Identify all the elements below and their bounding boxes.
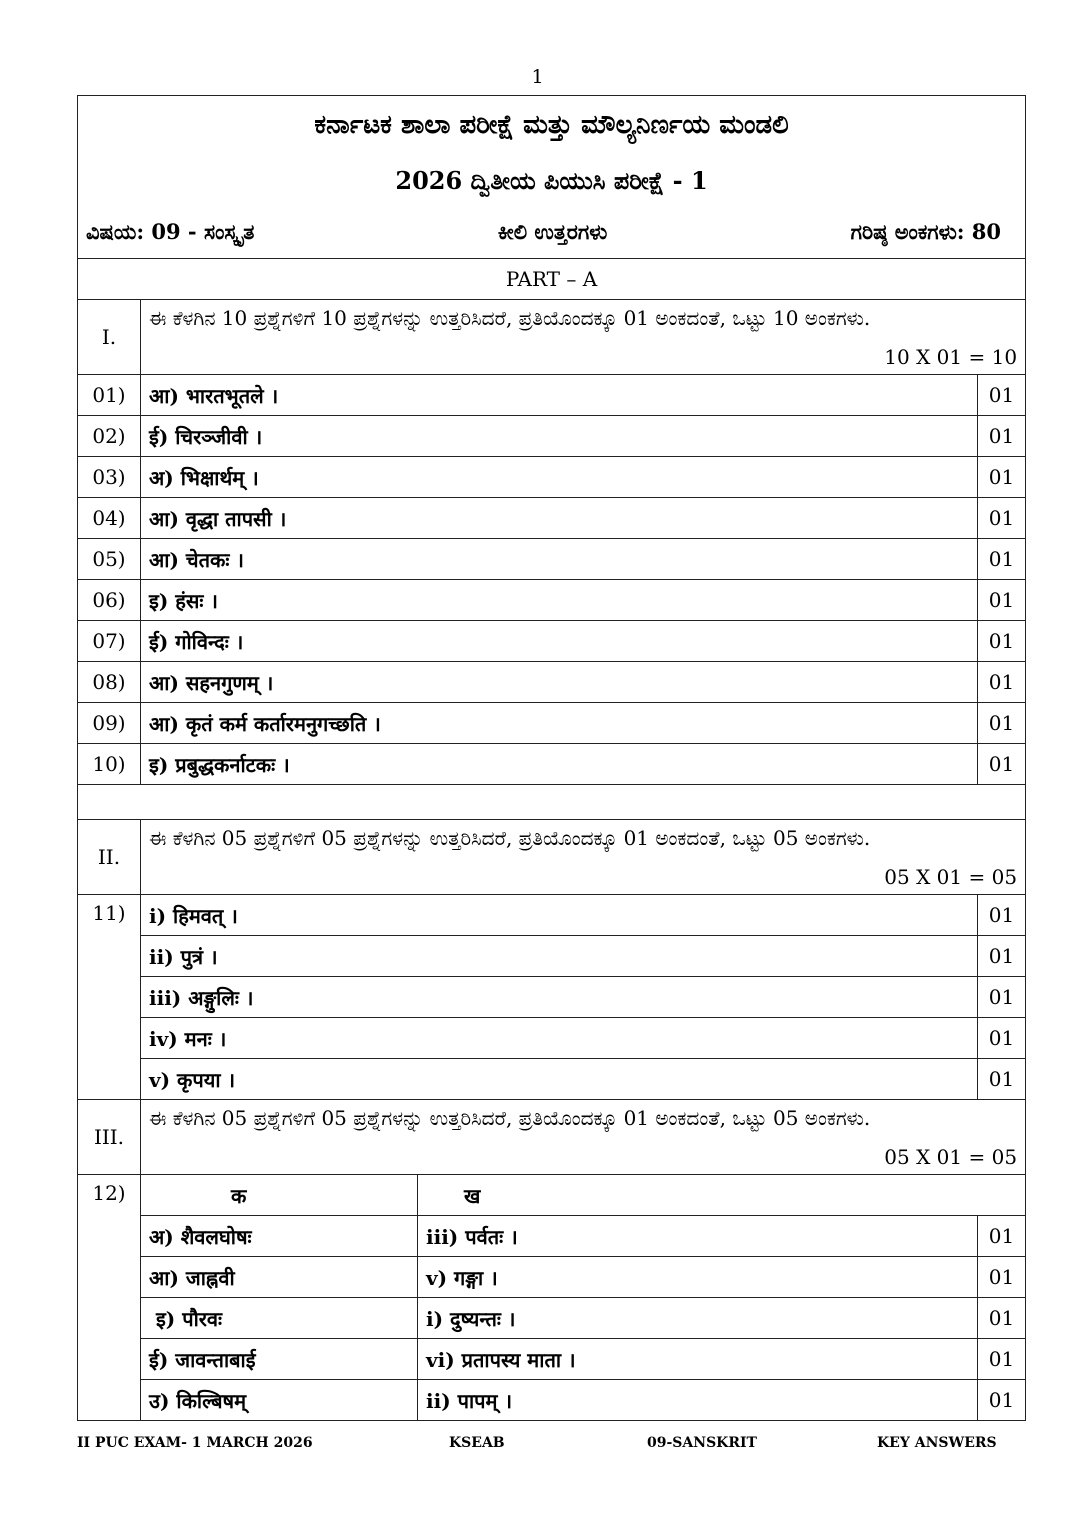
answer-text: आ) वृद्धा तापसी । bbox=[141, 498, 978, 539]
marks-value: 01 bbox=[978, 744, 1026, 785]
section-roman: I. bbox=[78, 300, 141, 375]
marks-value: 01 bbox=[978, 498, 1026, 539]
table-row bbox=[78, 1059, 1026, 1100]
match-a-item: उ) किल्बिषम् bbox=[141, 1380, 418, 1421]
table-row bbox=[78, 539, 1026, 580]
marks-value: 01 bbox=[978, 1059, 1026, 1100]
match-b-item: i) दुष्यन्तः । bbox=[418, 1298, 978, 1339]
footer-board: KSEAB bbox=[449, 1435, 505, 1451]
spacer-row bbox=[78, 785, 1026, 820]
answer-text: आ) चेतकः । bbox=[141, 539, 978, 580]
part-row bbox=[78, 259, 1026, 300]
section-instruction: ಈ ಕೆಳಗಿನ 05 ಪ್ರಶ್ನೆಗಳಿಗೆ 05 ಪ್ರಶ್ನೆಗಳನ್ನು ಉತ್ತರಿಸಿದರೆ, ಪ್ರತಿಯೊಂದಕ್ಕೂ 01 ಅಂಕದಂತೆ, ಒಟ್ಟು 05 ಅಂಕಗಳು. bbox=[141, 1100, 1026, 1141]
answer-text: आ) कृतं कर्म कर्तारमनुगच्छति । bbox=[141, 703, 978, 744]
question-number: 12) bbox=[78, 1175, 141, 1421]
answer-text: i) हिमवत् । bbox=[141, 895, 978, 936]
section-2-header bbox=[78, 820, 1026, 861]
match-b-item: iii) पर्वतः । bbox=[418, 1216, 978, 1257]
section-marks-total: 05 X 01 = 05 bbox=[141, 860, 1026, 895]
marks-value: 01 bbox=[978, 375, 1026, 416]
section-instruction: ಈ ಕೆಳಗಿನ 05 ಪ್ರಶ್ನೆಗಳಿಗೆ 05 ಪ್ರಶ್ನೆಗಳನ್ನು ಉತ್ತರಿಸಿದರೆ, ಪ್ರತಿಯೊಂದಕ್ಕೂ 01 ಅಂಕದಂತೆ, ಒಟ್ಟು 05 ಅಂಕಗಳು. bbox=[141, 820, 1026, 861]
section-marks-total: 05 X 01 = 05 bbox=[141, 1140, 1026, 1175]
match-a-item: ई) जावन्ताबाई bbox=[141, 1339, 418, 1380]
table-row bbox=[78, 936, 1026, 977]
doc-type-label: ಕೀಲಿ ಉತ್ತರಗಳು bbox=[497, 219, 608, 244]
match-a-item: इ) पौरवः bbox=[141, 1298, 418, 1339]
part-title: PART – A bbox=[78, 259, 1026, 300]
table-row bbox=[78, 1216, 1026, 1257]
table-row bbox=[78, 1018, 1026, 1059]
footer-subject: 09-SANSKRIT bbox=[647, 1435, 757, 1451]
table-row bbox=[78, 1257, 1026, 1298]
marks-value: 01 bbox=[978, 703, 1026, 744]
answer-text: v) कृपया । bbox=[141, 1059, 978, 1100]
marks-value: 01 bbox=[978, 1018, 1026, 1059]
match-header-row bbox=[78, 1175, 1026, 1216]
answer-text: ई) चिरञ्जीवी । bbox=[141, 416, 978, 457]
match-a-item: आ) जाह्नवी bbox=[141, 1257, 418, 1298]
table-row bbox=[78, 1380, 1026, 1421]
table-row bbox=[78, 1298, 1026, 1339]
match-b-item: v) गङ्गा । bbox=[418, 1257, 978, 1298]
section-instruction: ಈ ಕೆಳಗಿನ 10 ಪ್ರಶ್ನೆಗಳಿಗೆ 10 ಪ್ರಶ್ನೆಗಳನ್ನು ಉತ್ತರಿಸಿದರೆ, ಪ್ರತಿಯೊಂದಕ್ಕೂ 01 ಅಂಕದಂತೆ, ಒಟ್ಟು 10 ಅಂಕಗಳು. bbox=[141, 300, 1026, 341]
table-row bbox=[78, 703, 1026, 744]
answer-text: ई) गोविन्दः । bbox=[141, 621, 978, 662]
match-a-item: अ) शैवलघोषः bbox=[141, 1216, 418, 1257]
question-number: 08) bbox=[78, 662, 141, 703]
answer-text: iv) मनः । bbox=[141, 1018, 978, 1059]
table-row bbox=[78, 977, 1026, 1018]
marks-value: 01 bbox=[978, 539, 1026, 580]
marks-value: 01 bbox=[978, 1380, 1026, 1421]
answer-text: अ) भिक्षार्थम् । bbox=[141, 457, 978, 498]
section-3-header bbox=[78, 1100, 1026, 1141]
marks-value: 01 bbox=[978, 1339, 1026, 1380]
answer-text: आ) भारतभूतले । bbox=[141, 375, 978, 416]
exam-title: 2026 ದ್ವಿತೀಯ ಪಿಯುಸಿ ಪರೀಕ್ಷೆ - 1 bbox=[395, 166, 708, 195]
table-row bbox=[78, 744, 1026, 785]
question-number: 02) bbox=[78, 416, 141, 457]
column-b-header: ख bbox=[418, 1175, 1026, 1216]
column-a-header: क bbox=[141, 1175, 418, 1216]
question-number: 05) bbox=[78, 539, 141, 580]
header-row bbox=[78, 96, 1026, 259]
answer-text: iii) अङ्गुलिः । bbox=[141, 977, 978, 1018]
question-number: 01) bbox=[78, 375, 141, 416]
marks-value: 01 bbox=[978, 1257, 1026, 1298]
marks-value: 01 bbox=[978, 1216, 1026, 1257]
question-number: 04) bbox=[78, 498, 141, 539]
subject-line bbox=[78, 206, 1025, 258]
subject-label: ವಿಷಯ: 09 - ಸಂಸ್ಕೃತ bbox=[86, 219, 255, 244]
section-marks-total: 10 X 01 = 10 bbox=[141, 340, 1026, 375]
marks-value: 01 bbox=[978, 977, 1026, 1018]
question-number: 06) bbox=[78, 580, 141, 621]
table-row bbox=[78, 457, 1026, 498]
answer-text: आ) सहनगुणम् । bbox=[141, 662, 978, 703]
question-number: 07) bbox=[78, 621, 141, 662]
table-row bbox=[78, 580, 1026, 621]
section-roman: III. bbox=[78, 1100, 141, 1175]
table-row bbox=[78, 416, 1026, 457]
table-row bbox=[78, 621, 1026, 662]
table-row bbox=[78, 375, 1026, 416]
max-marks-label: ಗರಿಷ್ಠ ಅಂಕಗಳು: 80 bbox=[850, 219, 1002, 244]
answer-key-table bbox=[77, 95, 1026, 1421]
table-row bbox=[78, 498, 1026, 539]
question-number: 03) bbox=[78, 457, 141, 498]
match-b-item: vi) प्रतापस्य माता । bbox=[418, 1339, 978, 1380]
match-b-item: ii) पापम् । bbox=[418, 1380, 978, 1421]
table-row bbox=[78, 1339, 1026, 1380]
board-title: ಕರ್ನಾಟಕ ಶಾಲಾ ಪರೀಕ್ಷೆ ಮತ್ತು ಮೌಲ್ಯನಿರ್ಣಯ ಮಂಡಲಿ bbox=[314, 110, 789, 140]
marks-value: 01 bbox=[978, 416, 1026, 457]
answer-text: इ) हंसः । bbox=[141, 580, 978, 621]
page-number: 1 bbox=[531, 66, 544, 88]
marks-value: 01 bbox=[978, 895, 1026, 936]
marks-value: 01 bbox=[978, 662, 1026, 703]
marks-value: 01 bbox=[978, 936, 1026, 977]
footer-doc: KEY ANSWERS bbox=[877, 1435, 997, 1451]
marks-value: 01 bbox=[978, 1298, 1026, 1339]
section-roman: II. bbox=[78, 820, 141, 895]
page-footer bbox=[77, 1435, 997, 1455]
marks-value: 01 bbox=[978, 621, 1026, 662]
table-row bbox=[78, 895, 1026, 936]
question-number: 10) bbox=[78, 744, 141, 785]
question-number: 11) bbox=[78, 895, 141, 1100]
answer-text: ii) पुत्रं । bbox=[141, 936, 978, 977]
marks-value: 01 bbox=[978, 580, 1026, 621]
marks-value: 01 bbox=[978, 457, 1026, 498]
question-number: 09) bbox=[78, 703, 141, 744]
section-1-header bbox=[78, 300, 1026, 341]
answer-text: इ) प्रबुद्धकर्नाटकः । bbox=[141, 744, 978, 785]
table-row bbox=[78, 662, 1026, 703]
footer-exam: II PUC EXAM- 1 MARCH 2026 bbox=[77, 1435, 313, 1451]
